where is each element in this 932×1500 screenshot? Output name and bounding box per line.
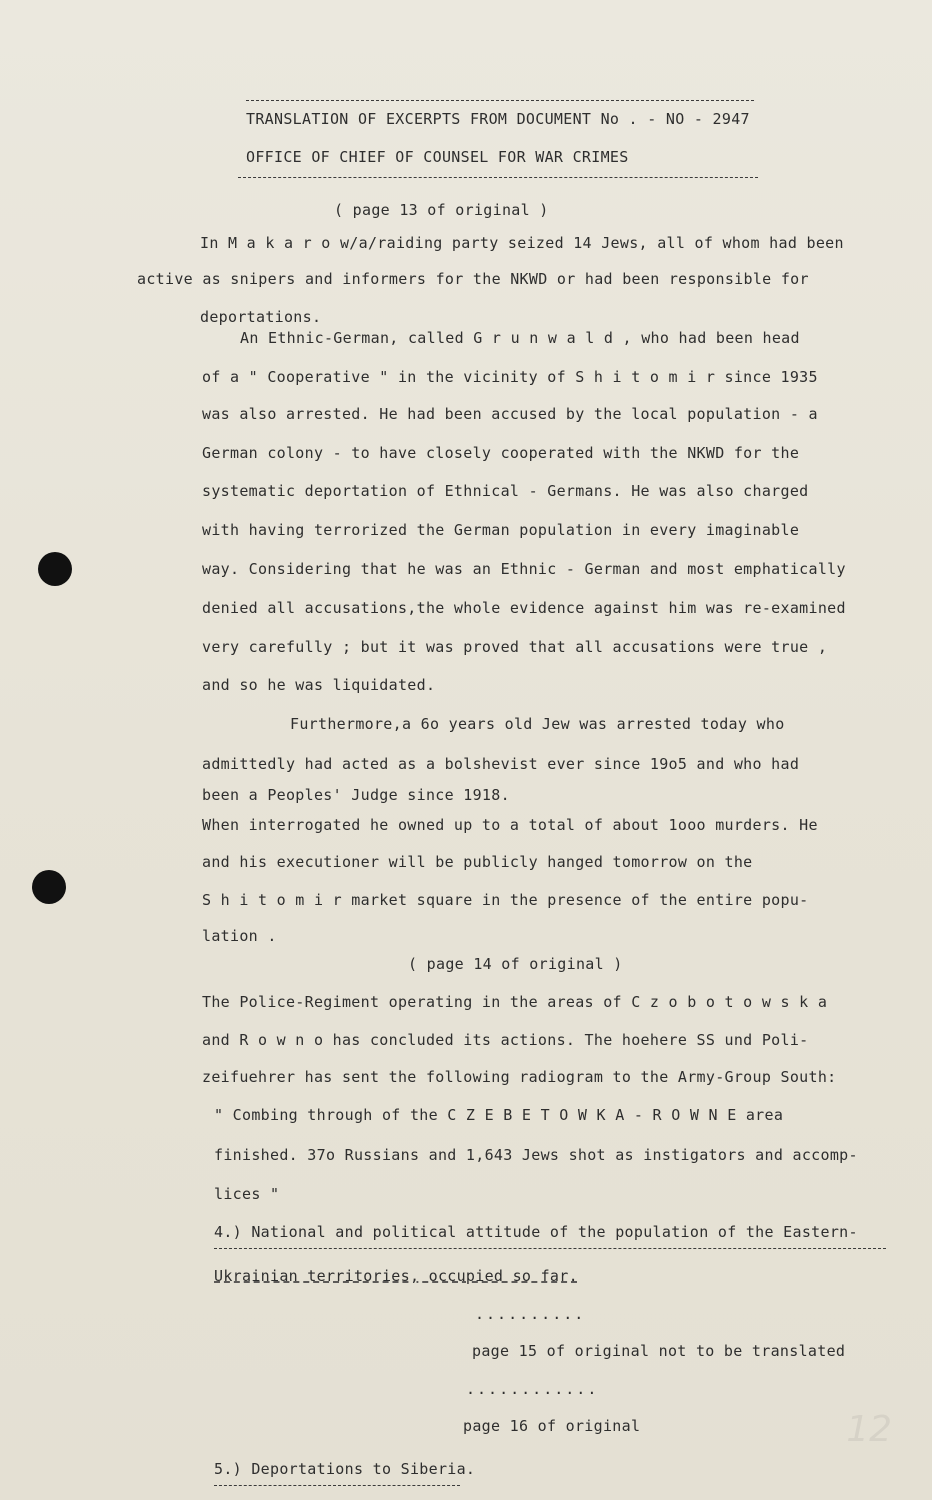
page-13-marker: ( page 13 of original ) [334, 201, 549, 219]
quote-line2: finished. 37o Russians and 1,643 Jews shot as instigators and accomp- [214, 1146, 858, 1164]
para2-line6: with having terrorized the German population in every imaginable [202, 521, 800, 539]
para2-line3: was also arrested. He had been accused by the local population - a [202, 405, 818, 423]
para3-line7: lation . [202, 927, 277, 945]
para1-line3: deportations. [200, 308, 322, 326]
para2-line2: of a " Cooperative " in the vicinity of S h i t o m i r since 1935 [202, 368, 818, 386]
header-title: TRANSLATION OF EXCERPTS FROM DOCUMENT No . - NO - 2947 [246, 110, 750, 128]
para3-line4: When interrogated he owned up to a total of about 1ooo murders. He [202, 816, 818, 834]
para2-line8: denied all accusations,the whole evidence against him was re-examined [202, 599, 846, 617]
header-top-rule [246, 100, 754, 101]
para1-line2: active as snipers and informers for the NKWD or had been responsible for [137, 270, 809, 288]
ellipsis-1: .......... [475, 1305, 586, 1323]
para1-line1: In M a k a r o w/a/raiding party seized 14 Jews, all of whom had been [200, 234, 844, 252]
punch-hole-upper [38, 552, 72, 586]
para2-line10: and so he was liquidated. [202, 676, 436, 694]
section4-underline1 [214, 1248, 886, 1249]
page-14-marker: ( page 14 of original ) [408, 955, 623, 973]
para3-line2: admittedly had acted as a bolshevist ever since 19o5 and who had [202, 755, 800, 773]
header-bottom-rule [238, 177, 758, 178]
para3-line6: S h i t o m i r market square in the presence of the entire popu- [202, 891, 809, 909]
punch-hole-lower [32, 870, 66, 904]
section4-line2: Ukrainian territories, occupied so far. [214, 1267, 578, 1285]
para4-line1: The Police-Regiment operating in the areas of C z o b o t o w s k a [202, 993, 828, 1011]
quote-line1: " Combing through of the C Z E B E T O W K A - R O W N E area [214, 1106, 784, 1124]
para4-line2: and R o w n o has concluded its actions. The hoehere SS und Poli- [202, 1031, 809, 1049]
quote-line3: lices " [214, 1185, 280, 1203]
section5-heading: 5.) Deportations to Siberia. [214, 1460, 476, 1478]
para4-line3: zeifuehrer has sent the following radiogram to the Army-Group South: [202, 1068, 837, 1086]
page-number: 12 [846, 1409, 892, 1450]
ellipsis-2: ............ [466, 1380, 599, 1398]
para3-line3: been a Peoples' Judge since 1918. [202, 786, 510, 804]
para2-line7: way. Considering that he was an Ethnic - German and most emphatically [202, 560, 846, 578]
para3-line1: Furthermore,a 6o years old Jew was arrested today who [290, 715, 785, 733]
section4-line1: 4.) National and political attitude of the population of the Eastern- [214, 1223, 858, 1241]
header-office: OFFICE OF CHIEF OF COUNSEL FOR WAR CRIMES [246, 148, 629, 166]
page-16-marker: page 16 of original [463, 1417, 641, 1435]
page-15-note: page 15 of original not to be translated [472, 1342, 846, 1360]
para2-line5: systematic deportation of Ethnical - Germans. He was also charged [202, 482, 809, 500]
para2-line9: very carefully ; but it was proved that all accusations were true , [202, 638, 828, 656]
para2-line4: German colony - to have closely cooperated with the NKWD for the [202, 444, 800, 462]
section5-underline [214, 1485, 460, 1486]
para3-line5: and his executioner will be publicly hanged tomorrow on the [202, 853, 753, 871]
para2-line1: An Ethnic-German, called G r u n w a l d , who had been head [240, 329, 800, 347]
